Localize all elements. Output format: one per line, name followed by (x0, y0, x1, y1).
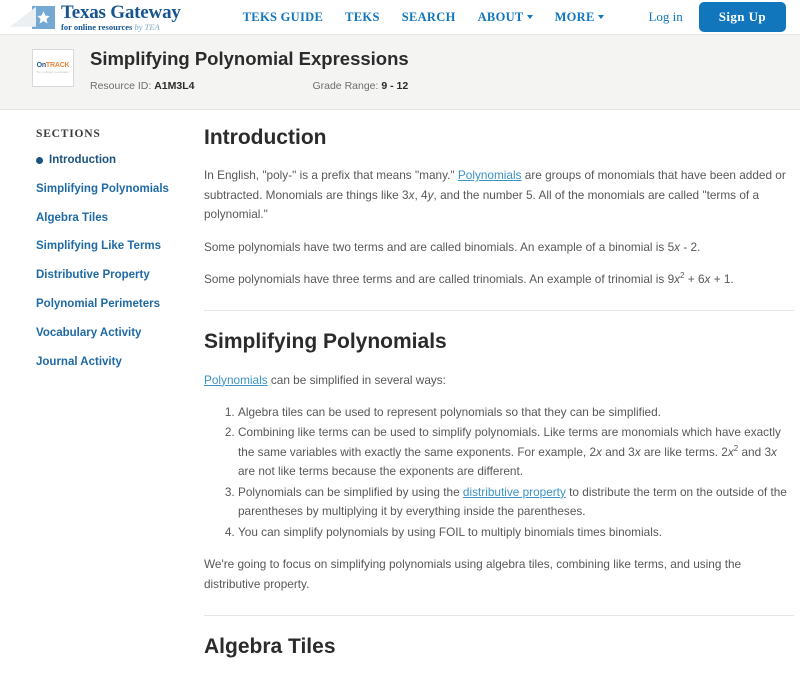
sidebar-item-algebra-tiles[interactable] (36, 212, 200, 226)
section-divider (204, 310, 794, 311)
intro-p3-part-a: Some polynomials have three terms and are called trinomials. An example of trinomial is 9 (204, 271, 675, 286)
nav-item-teks-guide[interactable] (243, 10, 323, 25)
exponent-2: 2 (680, 271, 685, 281)
chevron-down-icon (598, 15, 604, 19)
sections-sidebar (0, 126, 200, 675)
sidebar-item-simplifying-like-terms[interactable] (36, 240, 200, 254)
primary-nav (243, 10, 604, 25)
resource-id (90, 80, 194, 92)
brand-subtitle-lead: for online resources (61, 21, 135, 32)
sidebar-item-label: Simplifying Polynomials (36, 182, 169, 195)
variable-x: x (408, 187, 415, 202)
method-2-part-a: Combining like terms can be used to simplify polynomials. Like terms are monomials which have exactly the same variables with exactly the same exponents. For example, 2 (238, 425, 781, 459)
nav-item-search-label: SEARCH (401, 9, 456, 24)
ontrack-logo-text (37, 62, 70, 69)
nav-item-more[interactable] (555, 10, 604, 25)
brand-text (61, 3, 181, 32)
sidebar-item-label: Algebra Tiles (36, 211, 109, 224)
sidebar-item-simplifying-polynomials[interactable] (36, 183, 200, 197)
sidebar-item-label: Distributive Property (36, 269, 150, 282)
grade-range (312, 80, 408, 92)
ontrack-logo-tagline: for college readiness (37, 70, 69, 74)
nav-item-about[interactable] (478, 10, 533, 25)
intro-p1-part-a: In English, "poly-" is a prefix that means "many." (204, 168, 458, 183)
brand-logo[interactable] (32, 3, 181, 32)
resource-id-label: Resource ID: (90, 80, 152, 93)
grade-range-label: Grade Range: (312, 80, 379, 93)
nav-item-search[interactable] (402, 10, 456, 25)
intro-p2-part-b: - 2. (680, 239, 701, 254)
resource-id-value: A1M3L4 (154, 80, 195, 93)
nav-item-more-label: MORE (554, 9, 595, 24)
simplifying-methods-list (204, 403, 794, 542)
nav-account-actions (648, 2, 786, 32)
method-2-part-d: and 3 (738, 444, 772, 459)
variable-x: x (771, 444, 777, 459)
intro-p3-part-b: + 6 (684, 271, 705, 286)
method-2-part-c: are like terms. 2 (640, 444, 728, 459)
nav-item-about-label: ABOUT (477, 9, 524, 24)
top-navbar (0, 0, 800, 35)
resource-thumbnail[interactable] (32, 49, 74, 87)
intro-paragraph-3 (204, 270, 794, 289)
sidebar-item-label: Journal Activity (36, 355, 122, 368)
intro-paragraph-2 (204, 238, 794, 257)
section-heading-introduction: Introduction (204, 126, 327, 149)
intro-p2-part-a: Some polynomials have two terms and are called binomials. An example of a binomial is 5 (204, 239, 675, 254)
brand-title: Texas Gateway (61, 1, 181, 23)
method-1-text: Algebra tiles can be used to represent polynomials so that they can be simplified. (238, 405, 661, 419)
intro-p3-part-c: + 1. (710, 271, 734, 286)
sidebar-item-introduction[interactable] (36, 154, 200, 168)
simplifying-closing: We're going to focus on simplifying polynomials using algebra tiles, combining like terms, and using the distributive property. (204, 557, 742, 591)
sidebar-item-polynomial-perimeters[interactable] (36, 298, 200, 312)
sidebar-item-label: Introduction (49, 154, 117, 166)
sidebar-item-label: Vocabulary Activity (36, 326, 142, 339)
variable-y: y (427, 187, 434, 202)
sidebar-item-distributive-property[interactable] (36, 269, 200, 283)
variable-x: x (674, 239, 681, 254)
method-2-part-b: and 3 (601, 444, 635, 459)
nav-item-teks[interactable] (345, 10, 380, 25)
intro-paragraph-1 (204, 166, 794, 224)
exponent-2: 2 (733, 443, 739, 453)
variable-x: x (727, 444, 734, 459)
nav-item-teks-label: TEKS (345, 9, 380, 24)
nav-item-teks-guide-label: TEKS GUIDE (242, 9, 324, 24)
sign-up-button[interactable]: Sign Up (699, 2, 786, 32)
active-bullet-icon (36, 157, 43, 164)
login-link[interactable]: Log in (648, 9, 683, 24)
grade-range-value: 9 - 12 (381, 80, 409, 93)
method-2-part-e: are not like terms because the exponents are different. (238, 464, 524, 479)
page-title: Simplifying Polynomial Expressions (90, 48, 409, 69)
sidebar-item-label: Polynomial Perimeters (36, 297, 160, 310)
sidebar-heading: SECTIONS (36, 128, 101, 140)
list-item (238, 423, 794, 481)
simplifying-lead-rest: can be simplified in several ways: (267, 372, 446, 387)
list-item (238, 483, 794, 522)
sidebar-item-vocabulary-activity[interactable] (36, 327, 200, 341)
method-3-part-b: to distribute the term on the outside of the parentheses by multiplying it by everything inside the parentheses. (238, 484, 787, 519)
variable-x: x (674, 271, 681, 286)
method-3-part-a: Polynomials can be simplified by using the (238, 484, 463, 499)
intro-p1-part-d: , and the number 5. All of the monomials are called "terms of a polynomial." (204, 187, 760, 222)
section-divider (204, 615, 794, 616)
resource-meta-row (90, 80, 409, 92)
variable-x: x (704, 271, 711, 286)
brand-subtitle (61, 23, 181, 32)
ontrack-logo-icon (37, 62, 70, 74)
intro-p1-part-b: are groups of monomials that have been added or subtracted. Monomials are things like 3 (204, 168, 786, 202)
polynomials-link[interactable]: Polynomials (457, 168, 522, 183)
ontrack-logo-on: On (36, 62, 46, 69)
lesson-content (200, 126, 800, 675)
simplifying-lead (204, 371, 794, 390)
sidebar-item-journal-activity[interactable] (36, 356, 200, 370)
polynomials-link[interactable]: Polynomials (204, 372, 268, 387)
page-body (0, 110, 800, 675)
intro-p1-part-c: , 4 (414, 187, 428, 202)
list-item (238, 523, 794, 542)
resource-header (0, 35, 800, 110)
section-heading-algebra-tiles: Algebra Tiles (204, 635, 336, 659)
resource-header-text (90, 47, 409, 92)
variable-x: x (596, 444, 602, 459)
variable-x: x (634, 444, 641, 459)
list-item (238, 403, 794, 422)
sidebar-item-label: Simplifying Like Terms (36, 240, 162, 253)
section-heading-simplifying-polynomials: Simplifying Polynomials (204, 330, 447, 354)
distributive-property-link[interactable]: distributive property (462, 484, 566, 499)
method-4-text: You can simplify polynomials by using FOIL to multiply binomials times binomials. (238, 524, 662, 539)
brand-subtitle-by: by TEA (134, 21, 160, 32)
chevron-down-icon (527, 15, 533, 19)
ontrack-logo-track: TRACK (45, 62, 70, 69)
